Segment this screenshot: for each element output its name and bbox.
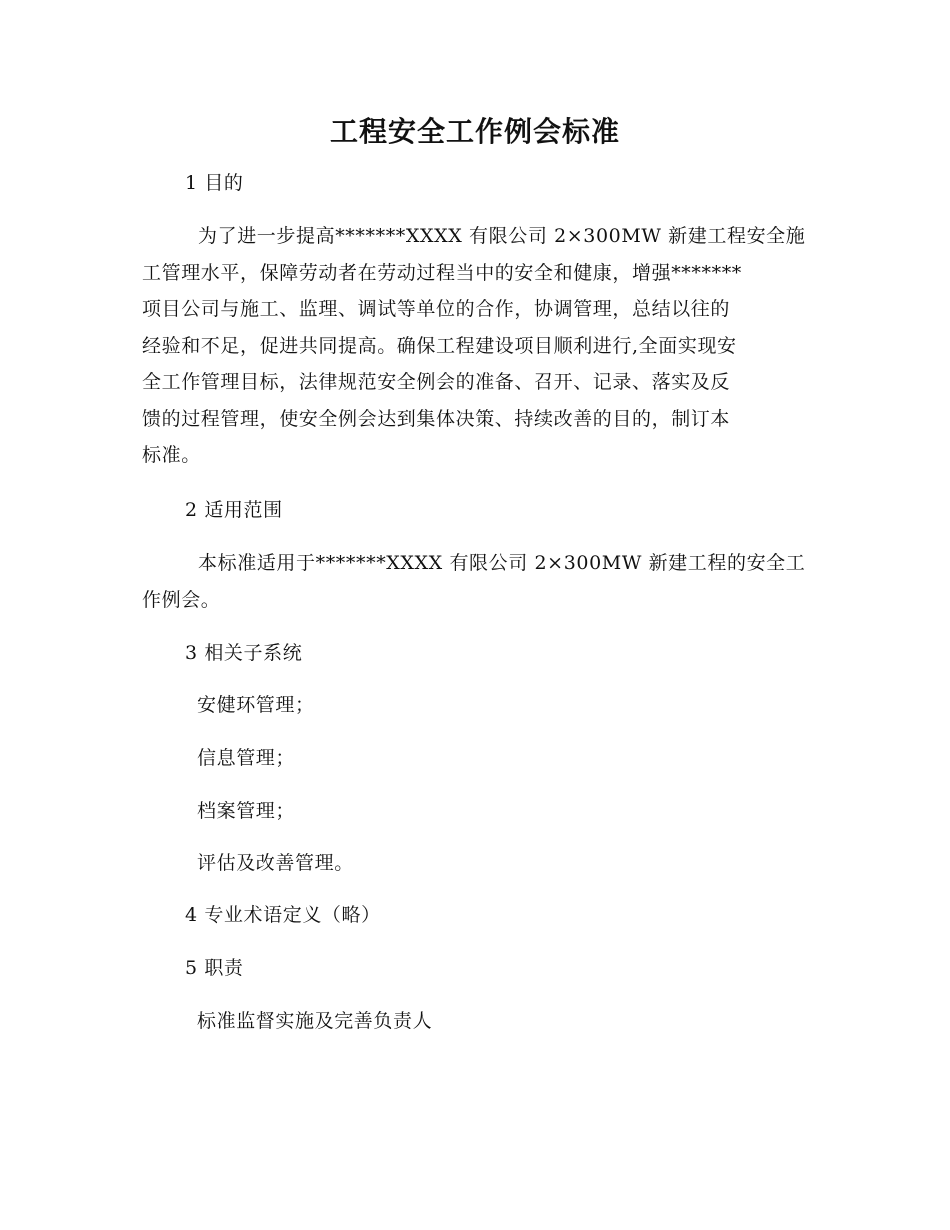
paragraph-line: 工管理水平，保障劳动者在劳动过程当中的安全和健康，增强*******	[142, 261, 742, 284]
paragraph-scope	[142, 545, 812, 618]
section-heading-scope: 2 适用范围	[185, 499, 283, 521]
list-item: 安健环管理；	[197, 694, 315, 716]
paragraph-line: 馈的过程管理，使安全例会达到集体决策、持续改善的目的，制订本	[142, 407, 731, 430]
paragraph-line: 标准。	[142, 444, 201, 466]
section-heading-duties: 5 职责	[185, 957, 244, 979]
list-item: 档案管理；	[197, 800, 296, 822]
section-heading-terms: 4 专业术语定义（略）	[185, 904, 381, 926]
section-heading-purpose: 1 目的	[185, 172, 244, 194]
section-heading-subsystems: 3 相关子系统	[185, 642, 303, 664]
list-item: 信息管理；	[197, 747, 296, 769]
paragraph-line: 为了进一步提高*******XXXX 有限公司 2×300MW 新建工程安全施	[198, 225, 806, 247]
paragraph-line: 经验和不足，促进共同提高。确保工程建设项目顺利进行,全面实现安	[142, 334, 737, 357]
document-title: 工程安全工作例会标准	[329, 115, 620, 148]
paragraph-line: 项目公司与施工、监理、调试等单位的合作，协调管理，总结以往的	[142, 298, 731, 320]
list-item: 标准监督实施及完善负责人	[197, 1010, 433, 1032]
paragraph-line: 作例会。	[142, 588, 221, 611]
paragraph-purpose	[142, 218, 812, 474]
list-item: 评估及改善管理。	[197, 852, 354, 874]
paragraph-line: 本标准适用于*******XXXX 有限公司 2×300MW 新建工程的安全工	[198, 552, 806, 574]
paragraph-line: 全工作管理目标，法律规范安全例会的准备、召开、记录、落实及反	[142, 371, 731, 393]
